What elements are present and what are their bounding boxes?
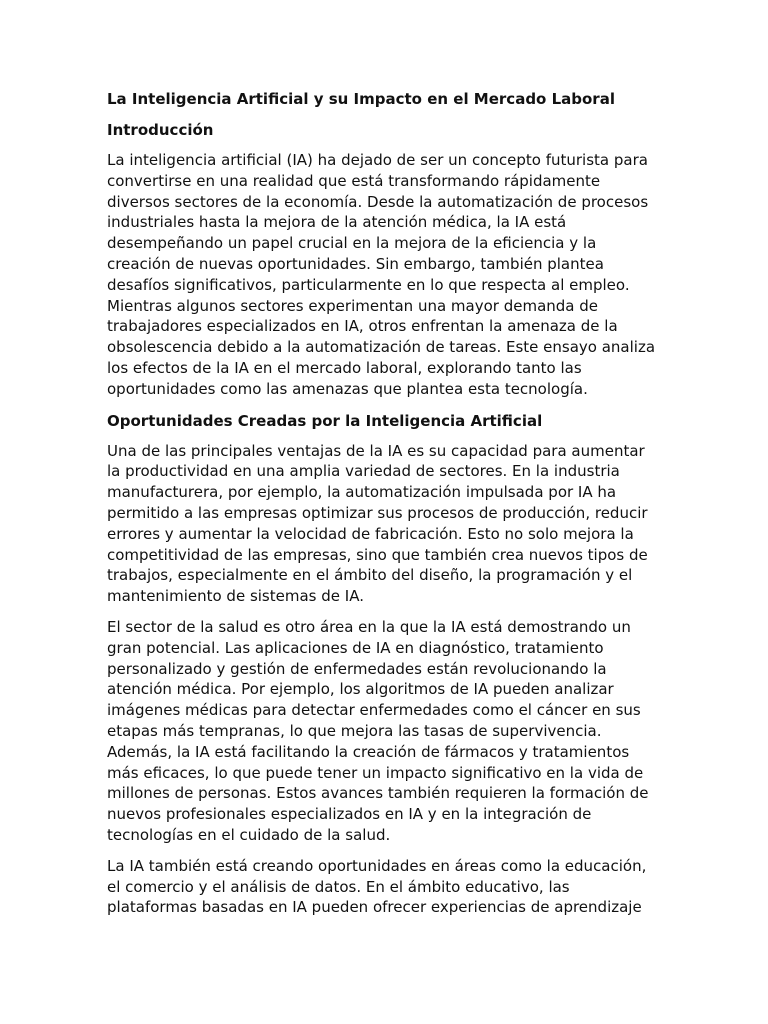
text-line: Mientras algunos sectores experimentan una mayor demanda de: [107, 296, 599, 315]
text-line: mantenimiento de sistemas de IA.: [107, 587, 364, 606]
text-line: plataformas basadas en IA pueden ofrecer experiencias de aprendizaje: [107, 898, 642, 917]
text-line: personalizado y gestión de enfermedades están revolucionando la: [107, 659, 607, 678]
text-line: Una de las principales ventajas de la IA es su capacidad para aumentar: [107, 441, 645, 460]
section-heading: Introducción: [107, 121, 214, 139]
text-line: Además, la IA está facilitando la creación de fármacos y tratamientos: [107, 742, 630, 761]
text-line: desempeñando un papel crucial en la mejora de la eficiencia y la: [107, 234, 597, 253]
text-line: trabajos, especialmente en el ámbito del diseño, la programación y el: [107, 566, 633, 585]
section-oportunidades: [107, 410, 667, 919]
text-line: competitividad de las empresas, sino que también crea nuevos tipos de: [107, 545, 648, 564]
paragraph: [107, 856, 667, 918]
document-page: [107, 88, 667, 928]
text-line: La IA también está creando oportunidades en áreas como la educación,: [107, 856, 647, 875]
section-heading: Oportunidades Creadas por la Inteligencia Artificial: [107, 411, 543, 430]
text-line: trabajadores especializados en IA, otros enfrentan la amenaza de la: [107, 317, 618, 336]
text-line: millones de personas. Estos avances también requieren la formación de: [107, 784, 649, 803]
text-line: permitido a las empresas optimizar sus procesos de producción, reducir: [107, 503, 648, 522]
text-line: industriales hasta la mejora de la atención médica, la IA está: [107, 213, 567, 232]
text-line: nuevos profesionales especializados en IA y en la integración de: [107, 805, 592, 824]
document-title: La Inteligencia Artificial y su Impacto en el Mercado Laboral: [107, 90, 615, 108]
text-line: La inteligencia artificial (IA) ha dejado de ser un concepto futurista para: [107, 151, 648, 169]
text-line: obsolescencia debido a la automatización de tareas. Este ensayo analiza: [107, 338, 656, 357]
section-introduccion: [107, 119, 667, 400]
text-line: El sector de la salud es otro área en la que la IA está demostrando un: [107, 617, 631, 636]
paragraph: [107, 617, 667, 846]
paragraph: [107, 441, 667, 607]
paragraph: [107, 150, 667, 400]
text-line: creación de nuevas oportunidades. Sin embargo, también plantea: [107, 254, 604, 273]
text-line: manufacturera, por ejemplo, la automatización impulsada por IA ha: [107, 483, 617, 502]
text-line: más eficaces, lo que puede tener un impacto significativo en la vida de: [107, 763, 644, 782]
text-line: atención médica. Por ejemplo, los algoritmos de IA pueden analizar: [107, 680, 614, 699]
text-line: errores y aumentar la velocidad de fabricación. Esto no solo mejora la: [107, 524, 634, 543]
text-line: el comercio y el análisis de datos. En el ámbito educativo, las: [107, 877, 570, 896]
text-line: etapas más tempranas, lo que mejora las tasas de supervivencia.: [107, 721, 602, 740]
text-line: los efectos de la IA en el mercado laboral, explorando tanto las: [107, 358, 582, 377]
text-line: convertirse en una realidad que está transformando rápidamente: [107, 171, 601, 190]
text-line: gran potencial. Las aplicaciones de IA en diagnóstico, tratamiento: [107, 638, 604, 657]
text-line: oportunidades como las amenazas que plantea esta tecnología.: [107, 379, 588, 398]
text-line: la productividad en una amplia variedad de sectores. En la industria: [107, 462, 620, 481]
text-line: imágenes médicas para detectar enfermedades como el cáncer en sus: [107, 701, 641, 720]
text-line: diversos sectores de la economía. Desde la automatización de procesos: [107, 192, 649, 211]
text-line: tecnologías en el cuidado de la salud.: [107, 825, 391, 844]
text-line: desafíos significativos, particularmente en lo que respecta al empleo.: [107, 275, 630, 294]
